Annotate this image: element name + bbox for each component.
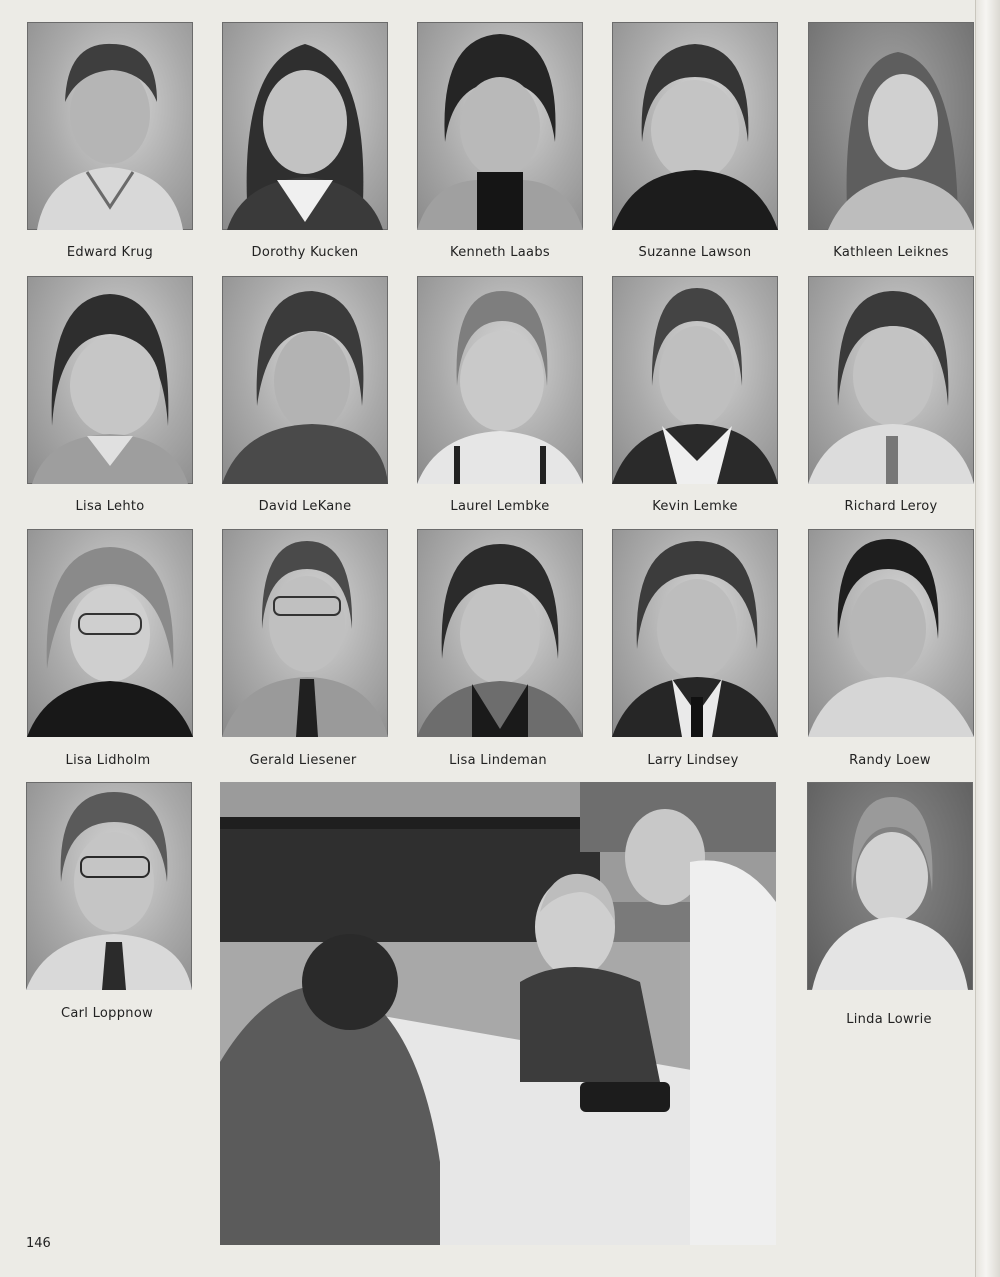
student-name: Lisa Lehto: [75, 499, 145, 514]
portrait-photo: [417, 22, 583, 230]
student-name: Edward Krug: [66, 245, 154, 260]
portrait-photo: [612, 22, 778, 230]
student-name: Carl Loppnow: [60, 1006, 154, 1021]
portrait-photo: [612, 276, 778, 484]
student-name: Laurel Lembke: [450, 499, 550, 514]
student-name: Lisa Lidholm: [65, 753, 151, 768]
student-name: Larry Lindsey: [647, 753, 739, 768]
portrait-photo: [808, 276, 974, 484]
classroom-photo: [220, 782, 776, 1245]
portrait-photo: [417, 529, 583, 737]
student-name: David LeKane: [258, 499, 352, 514]
portrait-photo: [417, 276, 583, 484]
student-name: Richard Leroy: [844, 499, 938, 514]
student-name: Kathleen Leiknes: [833, 245, 949, 260]
portrait-photo: [222, 529, 388, 737]
portrait-photo: [808, 22, 974, 230]
student-name: Kenneth Laabs: [450, 245, 550, 260]
student-name: Gerald Liesener: [249, 753, 357, 768]
portrait-photo: [807, 782, 973, 990]
portrait-photo: [27, 22, 193, 230]
student-name: Kevin Lemke: [652, 499, 738, 514]
portrait-photo: [612, 529, 778, 737]
portrait-photo: [26, 782, 192, 990]
portrait-photo: [27, 529, 193, 737]
portrait-photo: [27, 276, 193, 484]
portrait-photo: [808, 529, 974, 737]
portrait-photo: [222, 22, 388, 230]
page-number: 146: [26, 1236, 51, 1251]
page-spine-edge: [975, 0, 1000, 1277]
portrait-photo: [222, 276, 388, 484]
student-name: Lisa Lindeman: [449, 753, 547, 768]
student-name: Suzanne Lawson: [638, 245, 752, 260]
student-name: Dorothy Kucken: [251, 245, 359, 260]
student-name: Linda Lowrie: [846, 1012, 932, 1027]
student-name: Randy Loew: [849, 753, 931, 768]
